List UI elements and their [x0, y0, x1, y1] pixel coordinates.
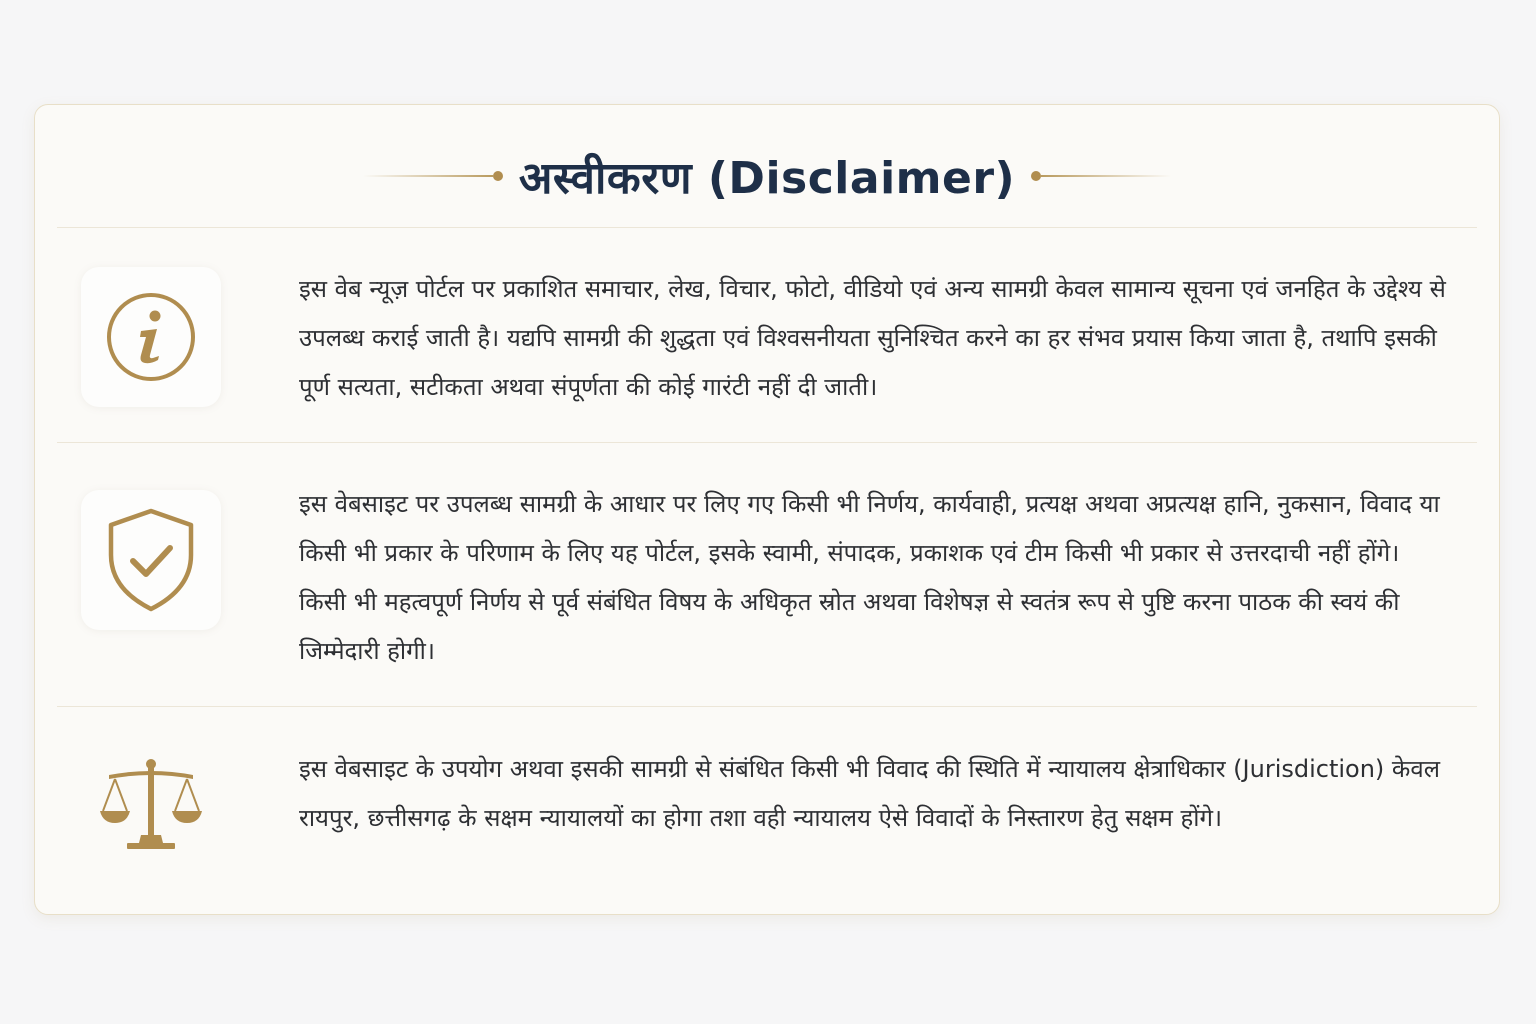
title-line-right	[1041, 175, 1171, 177]
disclaimer-section-jurisdiction	[81, 735, 1453, 895]
disclaimer-text-jurisdiction: इस वेबसाइट के उपयोग अथवा इसकी सामग्री से संबंधित किसी भी विवाद की स्थिति में न्यायालय क्षेत्राधिकार (Jurisdiction) केवल रायपुर, छत्तीसगढ़ के सक्षम न्यायालयों का होगा तशा वही न्यायालय ऐसे विवादों के निस्तारण हेतु सक्षम होंगे।	[299, 755, 1440, 832]
title-dot-right	[1031, 171, 1041, 181]
scales-of-justice-icon	[81, 735, 221, 875]
disclaimer-section-liability	[81, 470, 1453, 705]
disclaimer-text-info: इस वेब न्यूज़ पोर्टल पर प्रकाशित समाचार, लेख, विचार, फोटो, वीडियो एवं अन्य सामग्री केवल सामान्य सूचना एवं जनहित के उद्देश्य से उपलब्ध कराई जाती है। यद्यपि सामग्री की शुद्धता एवं विश्वसनीयता सुनिश्चित करने का हर संभव प्रयास किया जाता है, तथापि इसकी पूर्ण सत्यता, सटीकता अथवा संपूर्णता की कोई गारंटी नहीं दी जाती।	[299, 275, 1446, 401]
disclaimer-text-liability: इस वेबसाइट पर उपलब्ध सामग्री के आधार पर लिए गए किसी भी निर्णय, कार्यवाही, प्रत्यक्ष अथवा अप्रत्यक्ष हानि, नुकसान, विवाद या किसी भी प्रकार के परिणाम के लिए यह पोर्टल, इसके स्वामी, संपादक, प्रकाशक एवं टीम किसी भी प्रकार से उत्तरदाची नहीं होंगे। किसी भी महत्वपूर्ण निर्णय से पूर्व संबंधित विषय के अधिकृत स्रोत अथवा विशेषज्ञ से स्वतंत्र रूप से पुष्टि करना पाठक की स्वयं की जिम्मेदारी होगी।	[299, 490, 1440, 665]
page-title: अस्वीकरण (Disclaimer)	[518, 153, 1016, 204]
title-line-left	[363, 175, 493, 177]
divider	[57, 442, 1477, 443]
title-dot-left	[493, 171, 503, 181]
divider	[57, 227, 1477, 228]
shield-check-icon	[81, 490, 221, 630]
disclaimer-card	[34, 104, 1500, 915]
disclaimer-section-info	[81, 255, 1453, 435]
divider	[57, 706, 1477, 707]
title-row	[35, 141, 1499, 211]
info-icon	[81, 267, 221, 407]
